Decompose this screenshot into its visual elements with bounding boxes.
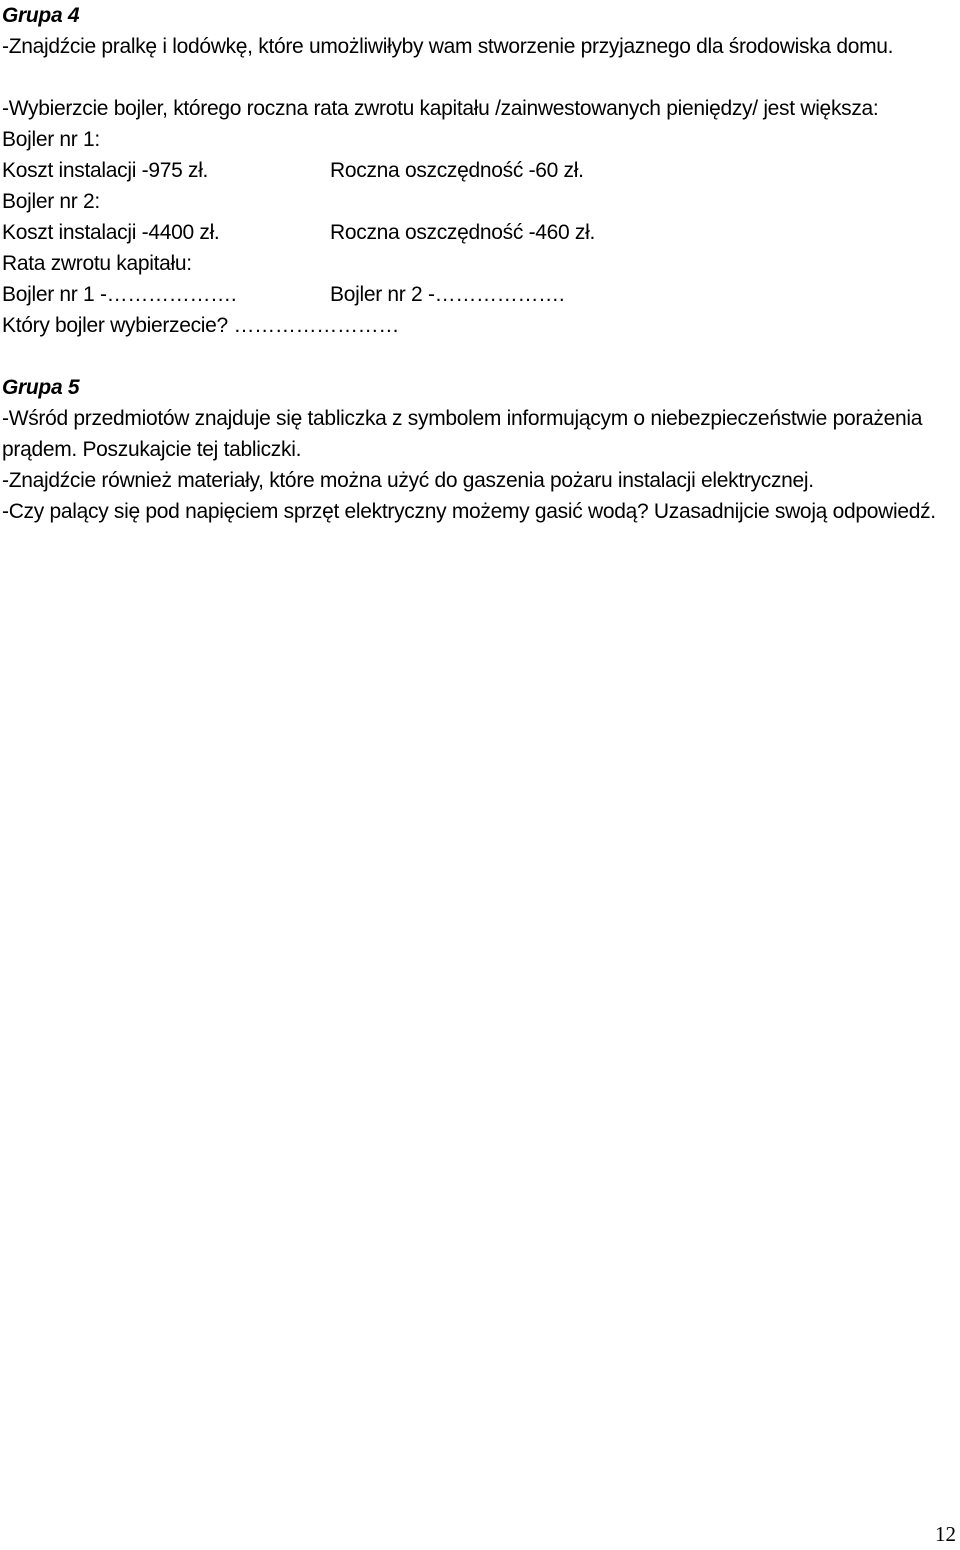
boiler2-savings: Roczna oszczędność -460 zł. bbox=[330, 221, 596, 244]
boiler1-label: Bojler nr 1: bbox=[2, 128, 100, 151]
spacer bbox=[2, 341, 952, 372]
boiler1-cost: Koszt instalacji -975 zł. bbox=[2, 159, 209, 182]
payback-boiler1: Bojler nr 1 -………………. bbox=[2, 283, 237, 306]
spacer bbox=[2, 62, 952, 93]
group5-task-water: -Czy palący się pod napięciem sprzęt elektryczny możemy gasić wodą? Uzasadnijcie swoją odpowiedź. bbox=[2, 500, 936, 523]
boiler2-cost: Koszt instalacji -4400 zł. bbox=[2, 221, 220, 244]
payback-boiler2: Bojler nr 2 -………………. bbox=[330, 283, 565, 306]
document-body bbox=[2, 0, 952, 527]
group5-task-materials: -Znajdźcie również materiały, które można użyć do gaszenia pożaru instalacji elektrycznej. bbox=[2, 469, 814, 492]
boiler2-label: Bojler nr 2: bbox=[2, 190, 100, 213]
group4-heading: Grupa 4 bbox=[2, 4, 80, 27]
payback-row bbox=[2, 279, 952, 310]
group4-task-boiler: -Wybierzcie bojler, którego roczna rata zwrotu kapitału /zainwestowanych pieniędzy/ jest większa: bbox=[2, 97, 879, 120]
group5-heading: Grupa 5 bbox=[2, 376, 80, 399]
group5-task-sign: -Wśród przedmiotów znajduje się tabliczka z symbolem informującym o niebezpieczeństwie porażenia prądem. Poszukajcie tej tabliczki. bbox=[2, 407, 923, 461]
boiler2-row bbox=[2, 217, 952, 248]
group4-task-appliances: -Znajdźcie pralkę i lodówkę, które umożliwiłyby wam stworzenie przyjaznego dla środowiska domu. bbox=[2, 35, 894, 58]
payback-label: Rata zwrotu kapitału: bbox=[2, 252, 192, 275]
page-number: 12 bbox=[935, 1522, 956, 1546]
boiler-question: Który bojler wybierzecie? …………………… bbox=[2, 314, 400, 337]
boiler1-row bbox=[2, 155, 952, 186]
boiler1-savings: Roczna oszczędność -60 zł. bbox=[330, 159, 584, 182]
